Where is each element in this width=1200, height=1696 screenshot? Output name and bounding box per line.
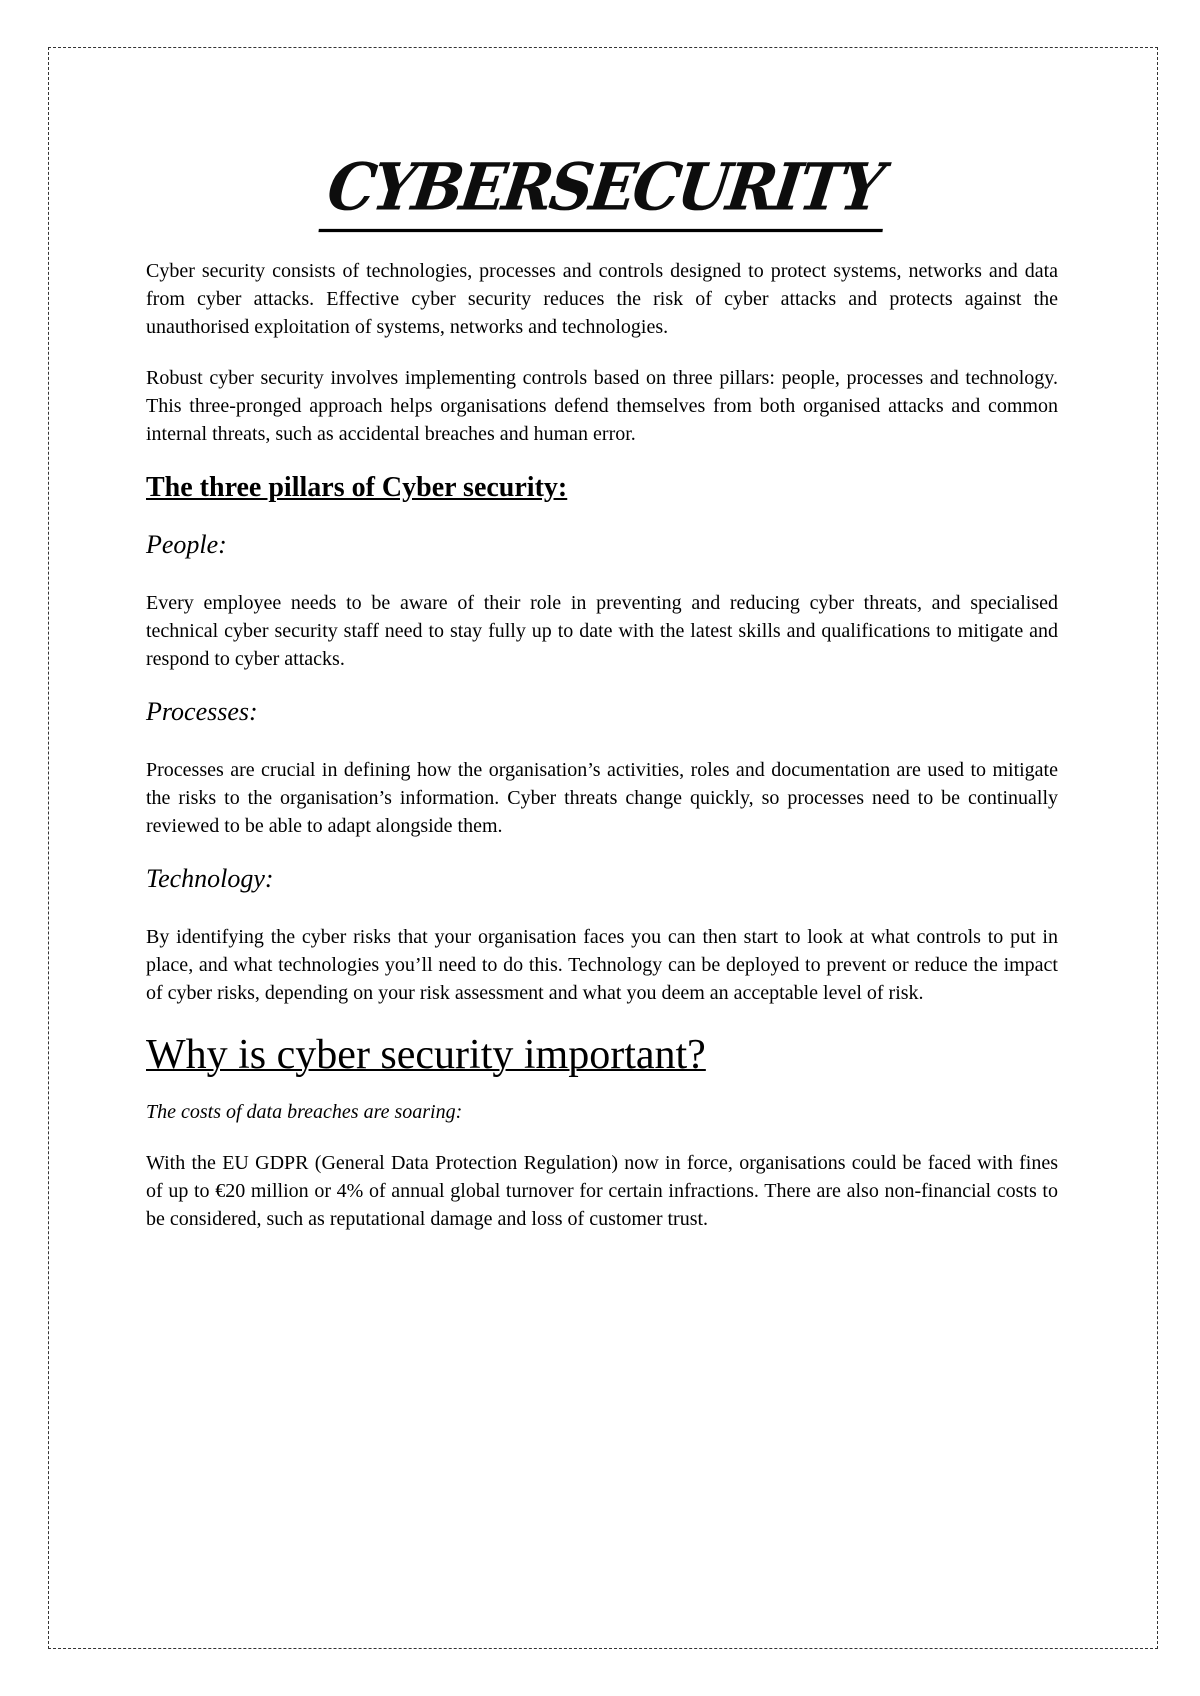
pillar-technology-heading: Technology: bbox=[146, 864, 274, 893]
costs-paragraph: With the EU GDPR (General Data Protection Regulation) now in force, organisations could be faced with fines of up to €20 million or 4% of annual global turnover for certain infractions. There are also non-financial costs to be considered, such as reputational damage and loss of customer trust. bbox=[146, 1152, 1058, 1230]
title-wrap bbox=[150, 150, 1062, 229]
importance-heading: Why is cyber security important? bbox=[146, 1032, 706, 1078]
pillar-people-text: Every employee needs to be aware of their role in preventing and reducing cyber threats, and specialised technical cyber security staff need to stay fully up to date with the latest skills and qualifications to mitigate and respond to cyber attacks. bbox=[146, 592, 1058, 670]
pillars-heading: The three pillars of Cyber security: bbox=[146, 472, 568, 503]
intro-paragraph-1: Cyber security consists of technologies, processes and controls designed to protect systems, networks and data from cyber attacks. Effective cyber security reduces the risk of cyber attacks and protects against the unauthorised exploitation of systems, networks and technologies. bbox=[146, 260, 1058, 338]
document-body bbox=[146, 150, 1058, 1256]
pillar-processes-heading: Processes: bbox=[146, 697, 258, 726]
pillar-technology-text: By identifying the cyber risks that your organisation faces you can then start to look at what controls to put in place, and what technologies you’ll need to do this. Technology can be deployed to prevent or reduce the impact of cyber risks, depending on your risk assessment and what you deem an acceptable level of risk. bbox=[146, 926, 1058, 1004]
pillar-people-heading: People: bbox=[146, 530, 227, 559]
intro-paragraph-2: Robust cyber security involves implementing controls based on three pillars: people, processes and technology. This three-pronged approach helps organisations defend themselves from both organised attacks and common internal threats, such as accidental breaches and human error. bbox=[146, 367, 1058, 445]
costs-subheading: The costs of data breaches are soaring: bbox=[146, 1101, 463, 1123]
pillar-processes-text: Processes are crucial in defining how the organisation’s activities, roles and documentation are used to mitigate the risks to the organisation’s information. Cyber threats change quickly, so processes need to be continually reviewed to be able to adapt alongside them. bbox=[146, 759, 1058, 837]
document-title: CYBERSECURITY bbox=[318, 147, 894, 232]
